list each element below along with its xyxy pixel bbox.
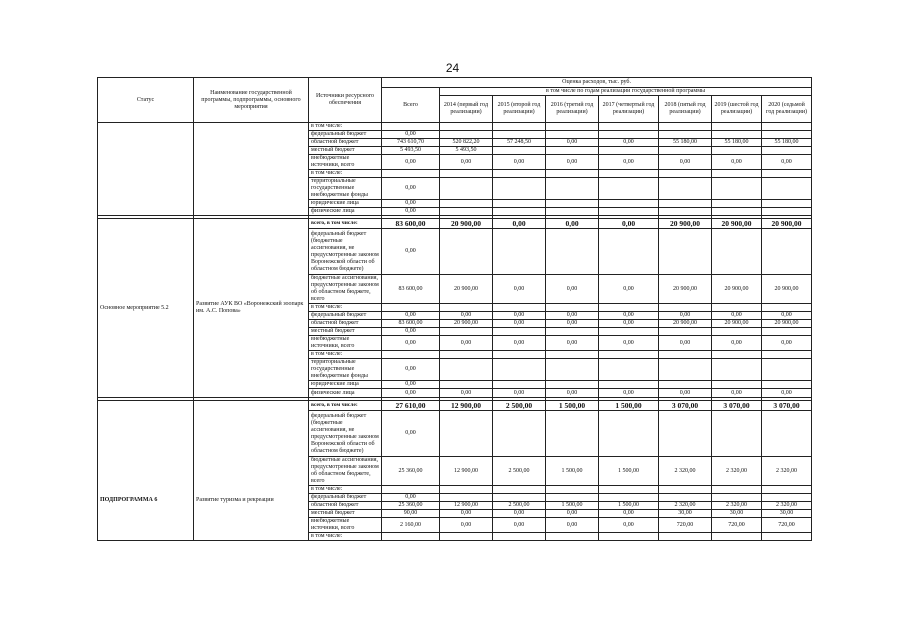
cell-year-value: 57 248,50: [493, 139, 546, 147]
cell-year-value: [762, 411, 812, 457]
cell-year-value: [712, 131, 762, 139]
cell-year-value: [546, 229, 599, 275]
row-source: территориальные государственные внебюджетные фонды: [309, 178, 382, 200]
cell-year-value: 520 822,20: [440, 139, 493, 147]
cell-year-value: [712, 123, 762, 131]
row-source: местный бюджет: [309, 147, 382, 155]
row-source: федеральный бюджет (бюджетные ассигнования, не предусмотренные законом Воронежской области об областном бюджете): [309, 411, 382, 457]
cell-year-value: [762, 200, 812, 208]
cell-year-value: [546, 381, 599, 389]
cell-year-value: [659, 178, 712, 200]
cell-year-value: 20 900,00: [440, 275, 493, 304]
cell-year-value: [546, 494, 599, 502]
cell-total: 0,00: [382, 200, 440, 208]
row-source: в том числе:: [309, 123, 382, 131]
cell-year-value: 0,00: [599, 510, 659, 518]
cell-total: 2 160,00: [382, 518, 440, 533]
cell-total: 0,00: [382, 208, 440, 216]
cell-year-value: 3 070,00: [712, 401, 762, 411]
cell-year-value: [762, 359, 812, 381]
cell-year-value: [599, 359, 659, 381]
cell-year-value: [762, 381, 812, 389]
cell-year-value: [712, 328, 762, 336]
cell-year-value: [546, 351, 599, 359]
cell-total: 5 493,50: [382, 147, 440, 155]
cell-year-value: 0,00: [493, 275, 546, 304]
cell-year-value: 1 500,00: [546, 457, 599, 486]
cell-year-value: [440, 208, 493, 216]
cell-year-value: 20 900,00: [659, 275, 712, 304]
cell-year-value: 55 180,00: [659, 139, 712, 147]
row-source: в том числе:: [309, 351, 382, 359]
cell-year-value: [546, 359, 599, 381]
cell-year-value: [440, 486, 493, 494]
cell-year-value: 0,00: [599, 336, 659, 351]
page-number: 24: [445, 61, 460, 75]
cell-year-value: [440, 170, 493, 178]
cell-year-value: [546, 486, 599, 494]
cell-year-value: [712, 304, 762, 312]
cell-total: 0,00: [382, 328, 440, 336]
cell-year-value: [659, 486, 712, 494]
cell-year-value: [599, 533, 659, 541]
cell-year-value: 0,00: [546, 155, 599, 170]
cell-year-value: [712, 494, 762, 502]
cell-year-value: 0,00: [493, 336, 546, 351]
cell-total: 0,00: [382, 389, 440, 398]
cell-year-value: 20 900,00: [762, 320, 812, 328]
cell-year-value: [546, 170, 599, 178]
row-source: федеральный бюджет: [309, 312, 382, 320]
cell-year-value: 0,00: [762, 336, 812, 351]
cell-year-value: [659, 200, 712, 208]
cell-year-value: [762, 229, 812, 275]
cell-year-value: 0,00: [712, 336, 762, 351]
cell-year-value: [659, 359, 712, 381]
cell-year-value: [659, 208, 712, 216]
cell-year-value: 20 900,00: [712, 275, 762, 304]
cell-year-value: 0,00: [546, 389, 599, 398]
cell-year-value: 0,00: [659, 389, 712, 398]
cell-year-value: 0,00: [493, 389, 546, 398]
cell-year-value: [599, 381, 659, 389]
cell-year-value: 2 320,00: [762, 502, 812, 510]
cell-year-value: [546, 304, 599, 312]
cell-total: 0,00: [382, 155, 440, 170]
cell-year-value: 55 180,00: [762, 139, 812, 147]
cell-year-value: [762, 533, 812, 541]
cell-year-value: [546, 178, 599, 200]
cell-year-value: [762, 147, 812, 155]
cell-total: [382, 486, 440, 494]
row-source: федеральный бюджет: [309, 131, 382, 139]
cell-year-value: 20 900,00: [762, 275, 812, 304]
header-by-years: в том числе по годам реализации государственной программы: [440, 88, 812, 96]
cell-year-value: [493, 170, 546, 178]
row-status: Основное мероприятие 5.2: [98, 219, 194, 398]
cell-year-value: [599, 351, 659, 359]
cell-year-value: 30,00: [712, 510, 762, 518]
cell-year-value: [712, 486, 762, 494]
cell-year-value: [599, 170, 659, 178]
cell-year-value: [762, 304, 812, 312]
cell-year-value: [659, 494, 712, 502]
cell-total: [382, 351, 440, 359]
cell-total: 743 610,70: [382, 139, 440, 147]
cell-year-value: 1 500,00: [599, 502, 659, 510]
cell-year-value: 12 900,00: [440, 401, 493, 411]
cell-year-value: [546, 533, 599, 541]
cell-year-value: 1 500,00: [546, 401, 599, 411]
cell-year-value: 20 900,00: [712, 320, 762, 328]
row-status: ПОДПРОГРАММА 6: [98, 401, 194, 541]
cell-year-value: 2 500,00: [493, 502, 546, 510]
cell-year-value: 30,00: [762, 510, 812, 518]
cell-year-value: 0,00: [599, 389, 659, 398]
cell-year-value: [599, 411, 659, 457]
cell-total: 83 600,00: [382, 275, 440, 304]
row-name: [194, 123, 309, 216]
header-year: 2016 (третий год реализации): [546, 96, 599, 123]
cell-year-value: 0,00: [762, 312, 812, 320]
cell-year-value: 20 900,00: [762, 219, 812, 229]
cell-year-value: 0,00: [440, 155, 493, 170]
cell-year-value: 3 070,00: [762, 401, 812, 411]
row-source: физические лица: [309, 389, 382, 398]
cell-year-value: 2 500,00: [493, 401, 546, 411]
cell-year-value: [712, 200, 762, 208]
row-source: в том числе:: [309, 486, 382, 494]
cell-year-value: 0,00: [712, 389, 762, 398]
cell-year-value: [712, 178, 762, 200]
cell-year-value: 0,00: [546, 312, 599, 320]
cell-year-value: 0,00: [659, 336, 712, 351]
row-source: местный бюджет: [309, 510, 382, 518]
cell-year-value: 2 320,00: [762, 457, 812, 486]
cell-year-value: [493, 123, 546, 131]
cell-year-value: [440, 304, 493, 312]
header-year: 2019 (шестой год реализации): [712, 96, 762, 123]
cell-year-value: 1 500,00: [599, 457, 659, 486]
cell-year-value: 0,00: [440, 312, 493, 320]
cell-total: 0,00: [382, 336, 440, 351]
cell-year-value: [546, 328, 599, 336]
row-source: областной бюджет: [309, 139, 382, 147]
cell-year-value: [599, 123, 659, 131]
cell-year-value: [493, 359, 546, 381]
cell-total: 0,00: [382, 229, 440, 275]
cell-year-value: 3 070,00: [659, 401, 712, 411]
cell-total: 0,00: [382, 411, 440, 457]
cell-year-value: [659, 229, 712, 275]
cell-year-value: 0,00: [762, 155, 812, 170]
cell-year-value: 0,00: [546, 219, 599, 229]
cell-year-value: 0,00: [546, 336, 599, 351]
cell-year-value: [762, 486, 812, 494]
cell-year-value: [659, 411, 712, 457]
row-source: территориальные государственные внебюджетные фонды: [309, 359, 382, 381]
cell-year-value: 0,00: [493, 518, 546, 533]
cell-year-value: [712, 208, 762, 216]
cell-year-value: [599, 304, 659, 312]
row-source: местный бюджет: [309, 328, 382, 336]
cell-year-value: 2 320,00: [659, 502, 712, 510]
cell-year-value: 0,00: [546, 510, 599, 518]
cell-total: 0,00: [382, 178, 440, 200]
cell-year-value: [493, 229, 546, 275]
cell-total: [382, 533, 440, 541]
cell-year-value: [599, 147, 659, 155]
cell-year-value: 20 900,00: [712, 219, 762, 229]
header-year: 2014 (первый год реализации): [440, 96, 493, 123]
cell-year-value: [762, 328, 812, 336]
header-status: Статус: [98, 78, 194, 123]
cell-year-value: 0,00: [493, 219, 546, 229]
cell-year-value: [712, 147, 762, 155]
cell-year-value: 20 900,00: [659, 320, 712, 328]
cell-year-value: 0,00: [599, 320, 659, 328]
cell-year-value: [599, 229, 659, 275]
cell-year-value: [493, 208, 546, 216]
cell-year-value: [493, 494, 546, 502]
cell-year-value: [546, 123, 599, 131]
cell-year-value: [712, 411, 762, 457]
cell-year-value: 720,00: [659, 518, 712, 533]
cell-year-value: [546, 200, 599, 208]
cell-year-value: 2 320,00: [712, 457, 762, 486]
cell-year-value: 0,00: [599, 155, 659, 170]
row-source: юридические лица: [309, 381, 382, 389]
cell-year-value: 0,00: [599, 312, 659, 320]
cell-year-value: [440, 328, 493, 336]
cell-year-value: [546, 147, 599, 155]
cell-year-value: [493, 131, 546, 139]
cell-year-value: [599, 208, 659, 216]
cell-year-value: [440, 411, 493, 457]
cell-year-value: 0,00: [712, 312, 762, 320]
cell-year-value: [762, 131, 812, 139]
cell-year-value: 0,00: [440, 336, 493, 351]
row-source: в том числе:: [309, 304, 382, 312]
row-name: Развитие туризма и рекреации: [194, 401, 309, 541]
cell-year-value: [659, 304, 712, 312]
cell-year-value: 20 900,00: [440, 320, 493, 328]
cell-year-value: 0,00: [493, 510, 546, 518]
cell-total: 0,00: [382, 359, 440, 381]
row-source: всего, в том числе:: [309, 219, 382, 229]
cell-year-value: 20 900,00: [659, 219, 712, 229]
cell-year-value: [762, 351, 812, 359]
cell-year-value: [440, 200, 493, 208]
cell-year-value: [712, 229, 762, 275]
cell-year-value: 0,00: [599, 275, 659, 304]
cell-year-value: [440, 381, 493, 389]
cell-year-value: [493, 147, 546, 155]
cell-year-value: 0,00: [762, 389, 812, 398]
header-total: Всего: [382, 88, 440, 123]
cell-year-value: [440, 359, 493, 381]
cell-year-value: [440, 123, 493, 131]
cell-year-value: [546, 131, 599, 139]
cell-total: 90,00: [382, 510, 440, 518]
cell-year-value: 0,00: [659, 312, 712, 320]
cell-year-value: [659, 147, 712, 155]
cell-year-value: 0,00: [599, 219, 659, 229]
row-source: областной бюджет: [309, 502, 382, 510]
cell-year-value: 0,00: [440, 518, 493, 533]
header-year: 2020 (седьмой год реализации): [762, 96, 812, 123]
cell-year-value: [659, 381, 712, 389]
row-source: в том числе:: [309, 170, 382, 178]
cell-year-value: 1 500,00: [599, 401, 659, 411]
cell-year-value: [440, 351, 493, 359]
row-source: внебюджетные источники, всего: [309, 336, 382, 351]
row-source: физические лица: [309, 208, 382, 216]
row-status: [98, 123, 194, 216]
cell-year-value: [599, 486, 659, 494]
cell-year-value: 2 320,00: [659, 457, 712, 486]
cell-year-value: 0,00: [546, 139, 599, 147]
cell-year-value: 5 493,50: [440, 147, 493, 155]
row-source: юридические лица: [309, 200, 382, 208]
row-source: в том числе:: [309, 533, 382, 541]
cell-year-value: [599, 200, 659, 208]
row-source: федеральный бюджет (бюджетные ассигнования, не предусмотренные законом Воронежской области об областном бюджете): [309, 229, 382, 275]
row-name: Развитие АУК ВО «Воронежский зоопарк им. А.С. Попова»: [194, 219, 309, 398]
cell-year-value: [440, 131, 493, 139]
cell-year-value: [659, 533, 712, 541]
cell-year-value: [546, 208, 599, 216]
cell-year-value: [599, 178, 659, 200]
cell-year-value: 0,00: [546, 275, 599, 304]
cell-year-value: [493, 486, 546, 494]
table-row: [98, 123, 812, 131]
cell-total: 0,00: [382, 312, 440, 320]
cell-year-value: 12 900,00: [440, 502, 493, 510]
cell-year-value: 0,00: [546, 518, 599, 533]
cell-year-value: [659, 170, 712, 178]
cell-year-value: [762, 123, 812, 131]
cell-year-value: 0,00: [493, 320, 546, 328]
cell-year-value: [762, 178, 812, 200]
cell-total: 25 360,00: [382, 502, 440, 510]
cell-year-value: 720,00: [712, 518, 762, 533]
header-year: 2017 (четвертый год реализации): [599, 96, 659, 123]
cell-year-value: [599, 494, 659, 502]
cell-year-value: 30,00: [659, 510, 712, 518]
cell-year-value: [762, 170, 812, 178]
budget-table: [97, 77, 812, 541]
cell-year-value: 0,00: [599, 518, 659, 533]
header-name: Наименование государственной программы, подпрограммы, основного мероприятия: [194, 78, 309, 123]
header-year: 2018 (пятый год реализации): [659, 96, 712, 123]
cell-year-value: [712, 170, 762, 178]
cell-year-value: [712, 381, 762, 389]
cell-year-value: [493, 178, 546, 200]
row-source: всего, в том числе:: [309, 401, 382, 411]
row-source: областной бюджет: [309, 320, 382, 328]
cell-total: [382, 170, 440, 178]
cell-year-value: 0,00: [599, 139, 659, 147]
cell-year-value: [659, 351, 712, 359]
cell-year-value: [599, 328, 659, 336]
cell-total: [382, 123, 440, 131]
table-row: [98, 401, 812, 411]
cell-year-value: [440, 533, 493, 541]
cell-year-value: 0,00: [546, 320, 599, 328]
cell-total: 0,00: [382, 494, 440, 502]
cell-year-value: [493, 328, 546, 336]
cell-year-value: [546, 411, 599, 457]
cell-year-value: 12 900,00: [440, 457, 493, 486]
cell-total: 83 600,00: [382, 219, 440, 229]
cell-year-value: [493, 533, 546, 541]
cell-total: 27 610,00: [382, 401, 440, 411]
cell-year-value: 0,00: [659, 155, 712, 170]
row-source: федеральный бюджет: [309, 494, 382, 502]
cell-year-value: [493, 200, 546, 208]
cell-year-value: [712, 533, 762, 541]
header-source: Источники ресурсного обеспечения: [309, 78, 382, 123]
cell-year-value: [659, 123, 712, 131]
cell-year-value: [493, 351, 546, 359]
cell-year-value: [440, 494, 493, 502]
cell-total: 0,00: [382, 381, 440, 389]
cell-total: 83 600,00: [382, 320, 440, 328]
cell-year-value: [493, 381, 546, 389]
cell-year-value: [599, 131, 659, 139]
table-row: [98, 219, 812, 229]
cell-year-value: [762, 208, 812, 216]
cell-year-value: 55 180,00: [712, 139, 762, 147]
cell-year-value: 2 500,00: [493, 457, 546, 486]
cell-year-value: 0,00: [493, 155, 546, 170]
cell-year-value: 20 900,00: [440, 219, 493, 229]
cell-total: [382, 304, 440, 312]
row-source: бюджетные ассигнования, предусмотренные законом об областном бюджете, всего: [309, 275, 382, 304]
cell-year-value: [440, 178, 493, 200]
cell-total: 0,00: [382, 131, 440, 139]
cell-year-value: 720,00: [762, 518, 812, 533]
cell-year-value: [440, 229, 493, 275]
row-source: внебюджетные источники, всего: [309, 518, 382, 533]
cell-year-value: [659, 131, 712, 139]
header-estimate: Оценка расходов, тыс. руб.: [382, 78, 812, 88]
cell-year-value: [659, 328, 712, 336]
cell-year-value: [493, 304, 546, 312]
cell-year-value: 2 320,00: [712, 502, 762, 510]
row-source: бюджетные ассигнования, предусмотренные законом об областном бюджете, всего: [309, 457, 382, 486]
cell-year-value: 0,00: [712, 155, 762, 170]
header-year: 2015 (второй год реализации): [493, 96, 546, 123]
cell-year-value: [762, 494, 812, 502]
cell-total: 25 360,00: [382, 457, 440, 486]
cell-year-value: [712, 351, 762, 359]
cell-year-value: 0,00: [493, 312, 546, 320]
cell-year-value: [712, 359, 762, 381]
cell-year-value: 1 500,00: [546, 502, 599, 510]
cell-year-value: 0,00: [440, 389, 493, 398]
row-source: внебюджетные источники, всего: [309, 155, 382, 170]
cell-year-value: 0,00: [440, 510, 493, 518]
cell-year-value: [493, 411, 546, 457]
